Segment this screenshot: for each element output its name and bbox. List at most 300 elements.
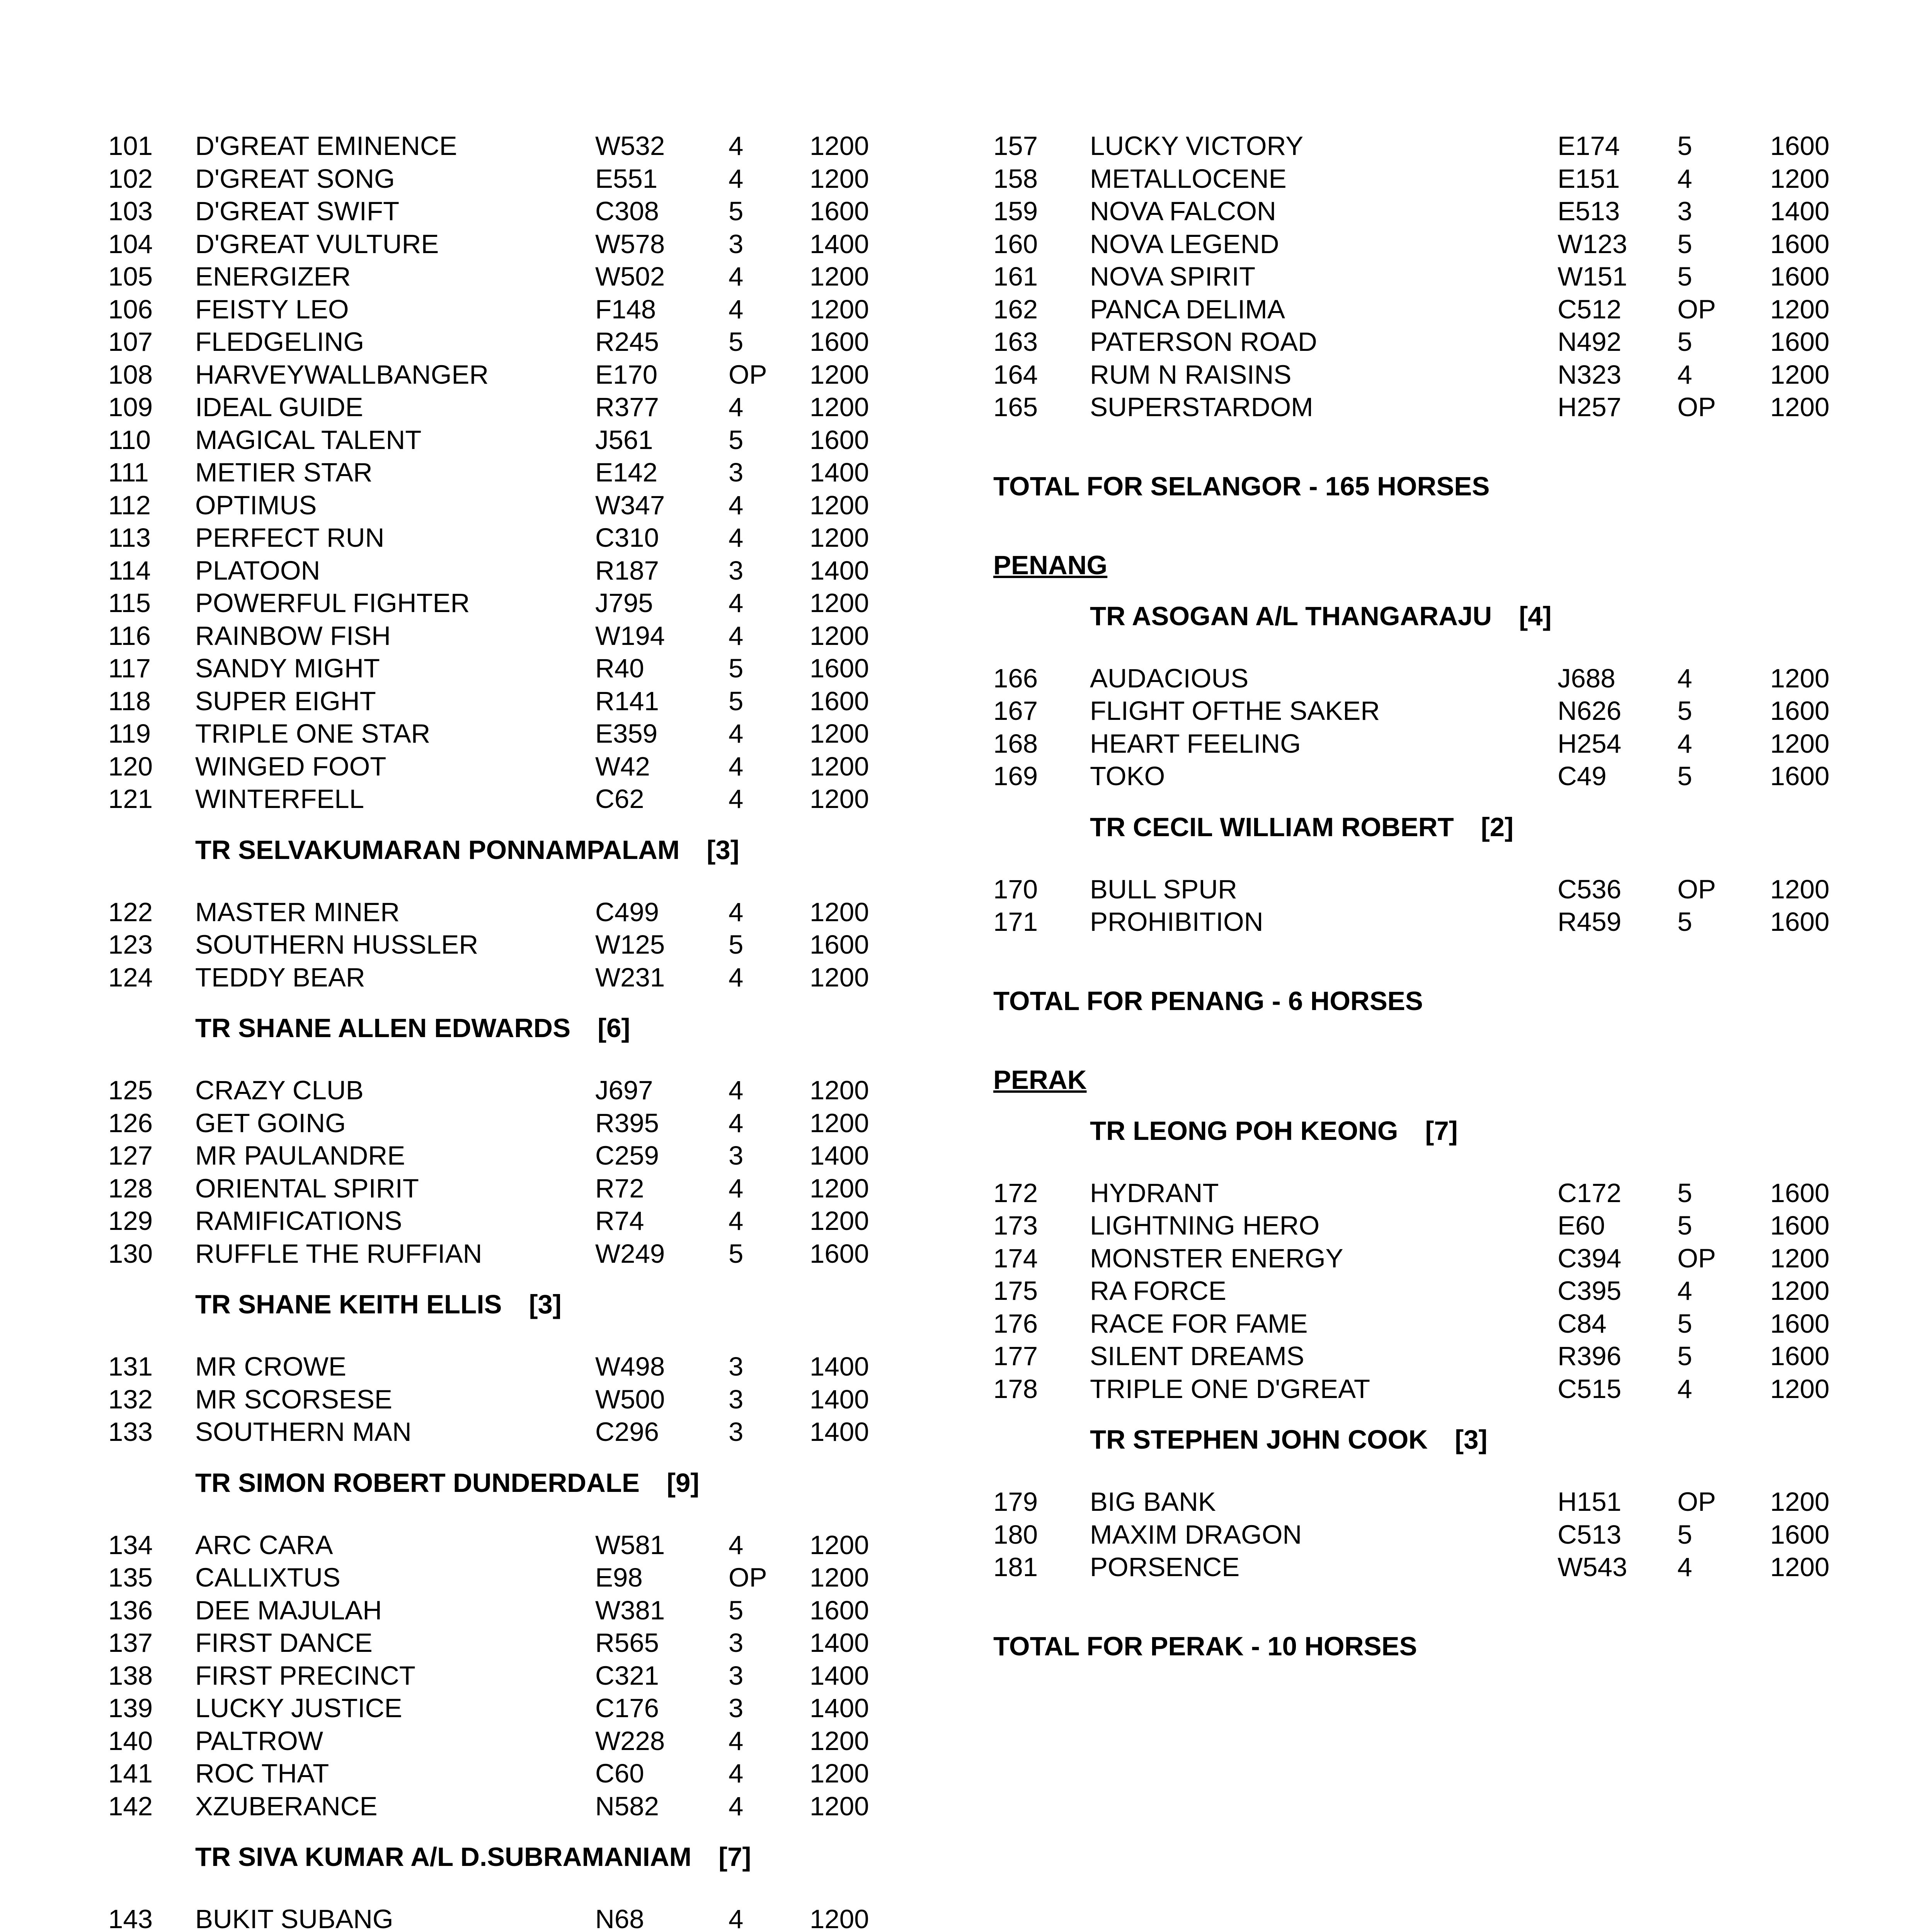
horse-code: R565 — [595, 1628, 659, 1658]
race-distance: 1200 — [810, 523, 869, 553]
horse-age: 4 — [729, 294, 744, 324]
entry-row — [108, 1383, 881, 1416]
horse-name: LUCKY JUSTICE — [195, 1693, 402, 1723]
horse-age: 5 — [1677, 1519, 1692, 1549]
trainer-heading — [108, 994, 881, 1063]
horse-name: MAGICAL TALENT — [195, 425, 422, 455]
race-distance: 1200 — [810, 1173, 869, 1203]
horse-code: E513 — [1558, 196, 1620, 226]
entry-row — [108, 1416, 881, 1449]
horse-code: J697 — [595, 1075, 653, 1105]
horse-name: SUPERSTARDOM — [1090, 392, 1313, 422]
entry-number: 136 — [108, 1595, 153, 1625]
entry-number: 165 — [993, 392, 1038, 422]
horse-name: RUM N RAISINS — [1090, 359, 1292, 389]
race-distance: 1400 — [1770, 196, 1830, 226]
horse-name: WINGED FOOT — [195, 751, 386, 781]
entry-row — [108, 424, 881, 457]
horse-code: R72 — [595, 1173, 644, 1203]
horse-code: C62 — [595, 784, 644, 814]
entry-row — [993, 1209, 1828, 1242]
entry-number: 132 — [108, 1384, 153, 1414]
trainer-horse-count: [9] — [667, 1468, 700, 1498]
horse-age: 4 — [1677, 1276, 1692, 1306]
entry-row — [108, 163, 881, 196]
horse-age: 5 — [729, 425, 744, 455]
region-total: TOTAL FOR PERAK - 10 HORSES — [993, 1631, 1417, 1661]
entry-number: 105 — [108, 262, 153, 291]
entry-row — [108, 685, 881, 718]
entry-row — [108, 1238, 881, 1270]
entry-row — [108, 1692, 881, 1725]
race-distance: 1600 — [810, 196, 869, 226]
horse-age: 4 — [729, 1173, 744, 1203]
race-distance: 1600 — [810, 327, 869, 357]
horse-name: FEISTY LEO — [195, 294, 349, 324]
horse-code: E60 — [1558, 1211, 1605, 1240]
entry-number: 178 — [993, 1374, 1038, 1404]
entry-row — [993, 260, 1828, 293]
entry-row — [108, 1107, 881, 1140]
right-column — [993, 130, 1828, 1663]
race-distance: 1600 — [1770, 131, 1830, 161]
horse-name: MAXIM DRAGON — [1090, 1519, 1302, 1549]
horse-code: W347 — [595, 490, 665, 520]
race-distance: 1400 — [810, 1352, 869, 1381]
horse-name: LIGHTNING HERO — [1090, 1211, 1320, 1240]
entry-row — [108, 1725, 881, 1758]
entry-row — [993, 228, 1828, 261]
horse-name: ENERGIZER — [195, 262, 351, 291]
entry-row — [108, 1074, 881, 1107]
horse-name: NOVA SPIRIT — [1090, 262, 1256, 291]
horse-code: C60 — [595, 1759, 644, 1788]
race-distance: 1600 — [810, 1238, 869, 1269]
entry-number: 115 — [108, 588, 151, 618]
horse-name: OPTIMUS — [195, 490, 317, 520]
horse-age: OP — [1677, 1487, 1716, 1517]
entry-row — [993, 130, 1828, 163]
spacer — [108, 1891, 881, 1903]
region-total: TOTAL FOR SELANGOR - 165 HORSES — [993, 471, 1490, 501]
entry-row — [108, 1790, 881, 1823]
race-distance: 1200 — [810, 588, 869, 618]
entry-row — [993, 391, 1828, 424]
race-distance: 1200 — [1770, 728, 1830, 759]
trainer-name: TR SELVAKUMARAN PONNAMPALAM — [195, 835, 680, 865]
horse-age: OP — [1677, 874, 1716, 904]
entry-number: 131 — [108, 1352, 153, 1381]
horse-age: 4 — [729, 588, 744, 618]
horse-name: MR SCORSESE — [195, 1384, 392, 1414]
horse-code: W194 — [595, 621, 665, 651]
entry-row — [108, 195, 881, 228]
horse-age: 4 — [729, 751, 744, 781]
horse-code: E151 — [1558, 163, 1620, 194]
horse-name: FLIGHT OFTHE SAKER — [1090, 696, 1380, 726]
horse-age: 4 — [729, 621, 744, 651]
trainer-heading — [108, 1449, 881, 1517]
trainer-name: TR CECIL WILLIAM ROBERT — [1090, 812, 1454, 842]
race-distance: 1200 — [810, 1726, 869, 1756]
horse-age: 3 — [729, 1384, 744, 1414]
race-distance: 1600 — [1770, 1308, 1830, 1338]
race-distance: 1200 — [1770, 294, 1830, 324]
horse-code: R245 — [595, 327, 659, 357]
horse-age: 3 — [729, 229, 744, 259]
horse-code: C84 — [1558, 1308, 1607, 1338]
entry-row — [993, 1242, 1828, 1275]
entry-row — [993, 695, 1828, 728]
race-distance: 1200 — [1770, 1374, 1830, 1404]
spacer — [993, 1474, 1828, 1486]
horse-name: SUPER EIGHT — [195, 686, 376, 716]
entry-number: 102 — [108, 163, 153, 194]
race-distance: 1200 — [1770, 163, 1830, 194]
entry-row — [108, 587, 881, 620]
entry-number: 180 — [993, 1519, 1038, 1549]
race-distance: 1600 — [810, 930, 869, 959]
race-distance: 1600 — [1770, 761, 1830, 791]
horse-code: W502 — [595, 262, 665, 291]
horse-name: TOKO — [1090, 761, 1165, 791]
trainer-name: TR LEONG POH KEONG — [1090, 1116, 1398, 1146]
entry-row — [108, 1139, 881, 1172]
entry-number: 164 — [993, 359, 1038, 389]
trainer-heading — [108, 816, 881, 884]
horse-age: 5 — [1677, 327, 1692, 357]
entry-number: 139 — [108, 1693, 153, 1723]
horse-age: 4 — [1677, 1374, 1692, 1404]
entry-row — [993, 1177, 1828, 1210]
entry-number: 169 — [993, 761, 1038, 791]
entry-row — [108, 1205, 881, 1238]
horse-name: BUKIT SUBANG — [195, 1904, 393, 1932]
entry-row — [108, 750, 881, 783]
horse-age: OP — [1677, 294, 1716, 324]
horse-age: 4 — [729, 1108, 744, 1138]
horse-age: 5 — [729, 653, 744, 683]
entry-number: 118 — [108, 686, 151, 716]
horse-age: 4 — [1677, 728, 1692, 759]
trainer-heading — [993, 1405, 1828, 1474]
horse-age: 3 — [729, 1628, 744, 1658]
entry-number: 173 — [993, 1211, 1038, 1240]
race-distance: 1200 — [1770, 359, 1830, 389]
horse-name: MR CROWE — [195, 1352, 346, 1381]
horse-code: H257 — [1558, 392, 1621, 422]
entry-number: 176 — [993, 1308, 1038, 1338]
race-distance: 1200 — [810, 262, 869, 291]
entry-row — [993, 163, 1828, 196]
entry-number: 160 — [993, 229, 1038, 259]
trainer-horse-count: [2] — [1481, 812, 1514, 842]
entry-row — [108, 896, 881, 929]
spacer — [108, 1063, 881, 1074]
horse-name: D'GREAT VULTURE — [195, 229, 439, 259]
horse-code: C296 — [595, 1417, 659, 1447]
trainer-horse-count: [7] — [1425, 1116, 1458, 1146]
entry-number: 111 — [108, 457, 149, 487]
horse-name: SOUTHERN MAN — [195, 1417, 412, 1447]
entry-number: 113 — [108, 523, 151, 553]
spacer — [993, 1017, 1828, 1064]
entry-number: 162 — [993, 294, 1038, 324]
trainer-heading — [108, 1270, 881, 1339]
trainer-name: TR SHANE ALLEN EDWARDS — [195, 1013, 571, 1043]
trainer-name: TR SIVA KUMAR A/L D.SUBRAMANIAM — [195, 1842, 692, 1872]
horse-code: R40 — [595, 653, 644, 683]
horse-code: E98 — [595, 1563, 643, 1592]
entry-number: 110 — [108, 425, 151, 455]
horse-code: J795 — [595, 588, 653, 618]
entry-number: 121 — [108, 784, 153, 814]
region-heading: PENANG — [993, 550, 1108, 580]
horse-code: N323 — [1558, 359, 1621, 389]
horse-code: C512 — [1558, 294, 1621, 324]
entry-number: 120 — [108, 751, 153, 781]
horse-code: W151 — [1558, 262, 1628, 291]
trainer-name: TR SIMON ROBERT DUNDERDALE — [195, 1468, 640, 1498]
horse-name: XZUBERANCE — [195, 1791, 378, 1821]
spacer — [108, 884, 881, 896]
horse-code: C49 — [1558, 761, 1607, 791]
race-distance: 1400 — [810, 1660, 869, 1690]
horse-age: 5 — [1677, 1341, 1692, 1371]
horse-code: H151 — [1558, 1487, 1621, 1517]
horse-name: PATERSON ROAD — [1090, 327, 1317, 357]
entry-number: 129 — [108, 1206, 153, 1236]
entry-row — [108, 293, 881, 326]
horse-name: PERFECT RUN — [195, 523, 385, 553]
race-distance: 1200 — [810, 1563, 869, 1592]
region-heading: PERAK — [993, 1065, 1087, 1095]
entry-row — [108, 1660, 881, 1692]
entry-row — [108, 929, 881, 961]
entry-number: 143 — [108, 1904, 153, 1932]
entry-number: 163 — [993, 327, 1038, 357]
race-distance: 1600 — [1770, 696, 1830, 726]
race-distance: 1600 — [810, 653, 869, 683]
horse-code: W381 — [595, 1595, 665, 1625]
horse-name: WINTERFELL — [195, 784, 364, 814]
entry-number: 124 — [108, 962, 153, 992]
horse-name: PLATOON — [195, 555, 320, 585]
race-distance: 1400 — [810, 1693, 869, 1723]
entry-number: 128 — [108, 1173, 153, 1203]
entry-number: 171 — [993, 907, 1038, 937]
horse-age: 5 — [729, 327, 744, 357]
horse-age: 5 — [1677, 262, 1692, 291]
horse-code: N68 — [595, 1904, 644, 1932]
race-distance: 1600 — [810, 686, 869, 716]
entry-row — [993, 326, 1828, 359]
horse-code: C515 — [1558, 1374, 1621, 1404]
horse-age: 5 — [1677, 1211, 1692, 1240]
race-distance: 1200 — [810, 784, 869, 814]
horse-code: R187 — [595, 555, 659, 585]
entry-row — [993, 293, 1828, 326]
horse-age: 4 — [729, 523, 744, 553]
trainer-name: TR SHANE KEITH ELLIS — [195, 1289, 502, 1319]
entry-row — [108, 228, 881, 261]
horse-age: 4 — [1677, 163, 1692, 194]
horse-code: R377 — [595, 392, 659, 422]
horse-age: 4 — [729, 262, 744, 291]
horse-code: R141 — [595, 686, 659, 716]
entry-number: 127 — [108, 1141, 153, 1170]
horse-name: FIRST DANCE — [195, 1628, 373, 1658]
horse-code: N626 — [1558, 696, 1621, 726]
horse-name: HEART FEELING — [1090, 728, 1301, 759]
race-distance: 1200 — [1770, 1243, 1830, 1273]
spacer — [993, 1165, 1828, 1177]
horse-age: 5 — [1677, 907, 1692, 937]
horse-age: 4 — [729, 1759, 744, 1788]
race-distance: 1200 — [810, 392, 869, 422]
entry-row — [108, 620, 881, 653]
trainer-heading — [993, 1097, 1828, 1165]
horse-code: W42 — [595, 751, 650, 781]
horse-name: PROHIBITION — [1090, 907, 1263, 937]
horse-name: NOVA LEGEND — [1090, 229, 1279, 259]
horse-age: 5 — [729, 1238, 744, 1269]
entry-number: 174 — [993, 1243, 1038, 1273]
horse-age: 4 — [729, 1530, 744, 1560]
race-distance: 1200 — [810, 962, 869, 992]
entry-number: 170 — [993, 874, 1038, 904]
race-distance: 1200 — [810, 163, 869, 194]
entry-row — [993, 1519, 1828, 1551]
entry-row — [108, 456, 881, 489]
race-distance: 1200 — [810, 621, 869, 651]
horse-age: OP — [1677, 1243, 1716, 1273]
horse-code: C308 — [595, 196, 659, 226]
horse-name: IDEAL GUIDE — [195, 392, 363, 422]
horse-age: OP — [1677, 392, 1716, 422]
horse-name: TRIPLE ONE D'GREAT — [1090, 1374, 1371, 1404]
horse-name: MR PAULANDRE — [195, 1141, 405, 1170]
entry-row — [993, 873, 1828, 906]
horse-age: 4 — [729, 1904, 744, 1932]
race-distance: 1600 — [810, 425, 869, 455]
spacer — [993, 651, 1828, 662]
horse-age: 4 — [729, 1075, 744, 1105]
entry-row — [108, 359, 881, 391]
horse-age: 5 — [1677, 1178, 1692, 1208]
entry-row — [108, 1903, 881, 1932]
horse-code: W249 — [595, 1238, 665, 1269]
horse-code: J688 — [1558, 663, 1616, 693]
entry-number: 172 — [993, 1178, 1038, 1208]
horse-code: C321 — [595, 1660, 659, 1690]
horse-age: 5 — [729, 196, 744, 226]
entry-number: 122 — [108, 897, 153, 927]
race-distance: 1400 — [810, 229, 869, 259]
horse-name: RAINBOW FISH — [195, 621, 391, 651]
horse-code: W228 — [595, 1726, 665, 1756]
entry-number: 167 — [993, 696, 1038, 726]
horse-age: 5 — [729, 1595, 744, 1625]
region-total: TOTAL FOR PENANG - 6 HORSES — [993, 986, 1423, 1016]
horse-age: 5 — [1677, 761, 1692, 791]
entry-row — [108, 522, 881, 554]
horse-age: 4 — [729, 163, 744, 194]
horse-code: C310 — [595, 523, 659, 553]
entry-row — [108, 1350, 881, 1383]
horse-code: H254 — [1558, 728, 1621, 759]
race-distance: 1400 — [810, 1141, 869, 1170]
entry-row — [108, 391, 881, 424]
horse-age: 4 — [729, 897, 744, 927]
horse-name: RA FORCE — [1090, 1276, 1226, 1306]
horse-name: SOUTHERN HUSSLER — [195, 930, 478, 959]
entry-number: 142 — [108, 1791, 153, 1821]
spacer — [993, 503, 1828, 549]
horse-code: C513 — [1558, 1519, 1621, 1549]
horse-code: W532 — [595, 131, 665, 161]
entry-number: 133 — [108, 1417, 153, 1447]
horse-age: 4 — [729, 962, 744, 992]
horse-code: R396 — [1558, 1341, 1621, 1371]
entry-number: 175 — [993, 1276, 1038, 1306]
horse-name: DEE MAJULAH — [195, 1595, 382, 1625]
race-distance: 1200 — [810, 359, 869, 389]
entry-row — [993, 906, 1828, 939]
horse-age: 4 — [1677, 1552, 1692, 1582]
horse-code: C176 — [595, 1693, 659, 1723]
race-distance: 1600 — [810, 1595, 869, 1625]
horse-name: GET GOING — [195, 1108, 346, 1138]
horse-name: BIG BANK — [1090, 1487, 1216, 1517]
race-distance: 1200 — [810, 1791, 869, 1821]
entry-number: 159 — [993, 196, 1038, 226]
race-distance: 1600 — [1770, 1211, 1830, 1240]
race-distance: 1200 — [1770, 1276, 1830, 1306]
horse-age: 3 — [729, 555, 744, 585]
entry-number: 157 — [993, 131, 1038, 161]
horse-name: RUFFLE THE RUFFIAN — [195, 1238, 482, 1269]
race-distance: 1200 — [810, 751, 869, 781]
horse-name: ORIENTAL SPIRIT — [195, 1173, 419, 1203]
entry-row — [993, 728, 1828, 760]
horse-code: R395 — [595, 1108, 659, 1138]
race-distance: 1400 — [810, 457, 869, 487]
entry-number: 126 — [108, 1108, 153, 1138]
entry-number: 140 — [108, 1726, 153, 1756]
horse-age: 3 — [729, 1352, 744, 1381]
horse-name: D'GREAT SWIFT — [195, 196, 400, 226]
race-distance: 1200 — [810, 294, 869, 324]
left-column — [108, 130, 881, 1932]
trainer-heading — [993, 582, 1828, 651]
horse-age: 4 — [729, 392, 744, 422]
horse-code: W498 — [595, 1352, 665, 1381]
horse-age: 3 — [729, 1417, 744, 1447]
entry-number: 166 — [993, 663, 1038, 693]
horse-name: ROC THAT — [195, 1759, 329, 1788]
trainer-name: TR ASOGAN A/L THANGARAJU — [1090, 601, 1492, 631]
spacer — [993, 939, 1828, 985]
entry-number: 109 — [108, 392, 153, 422]
race-distance: 1400 — [810, 1384, 869, 1414]
entry-number: 137 — [108, 1628, 153, 1658]
horse-age: 4 — [1677, 663, 1692, 693]
horse-name: MASTER MINER — [195, 897, 400, 927]
horse-name: CRAZY CLUB — [195, 1075, 364, 1105]
horse-name: HYDRANT — [1090, 1178, 1219, 1208]
race-distance: 1400 — [810, 1628, 869, 1658]
